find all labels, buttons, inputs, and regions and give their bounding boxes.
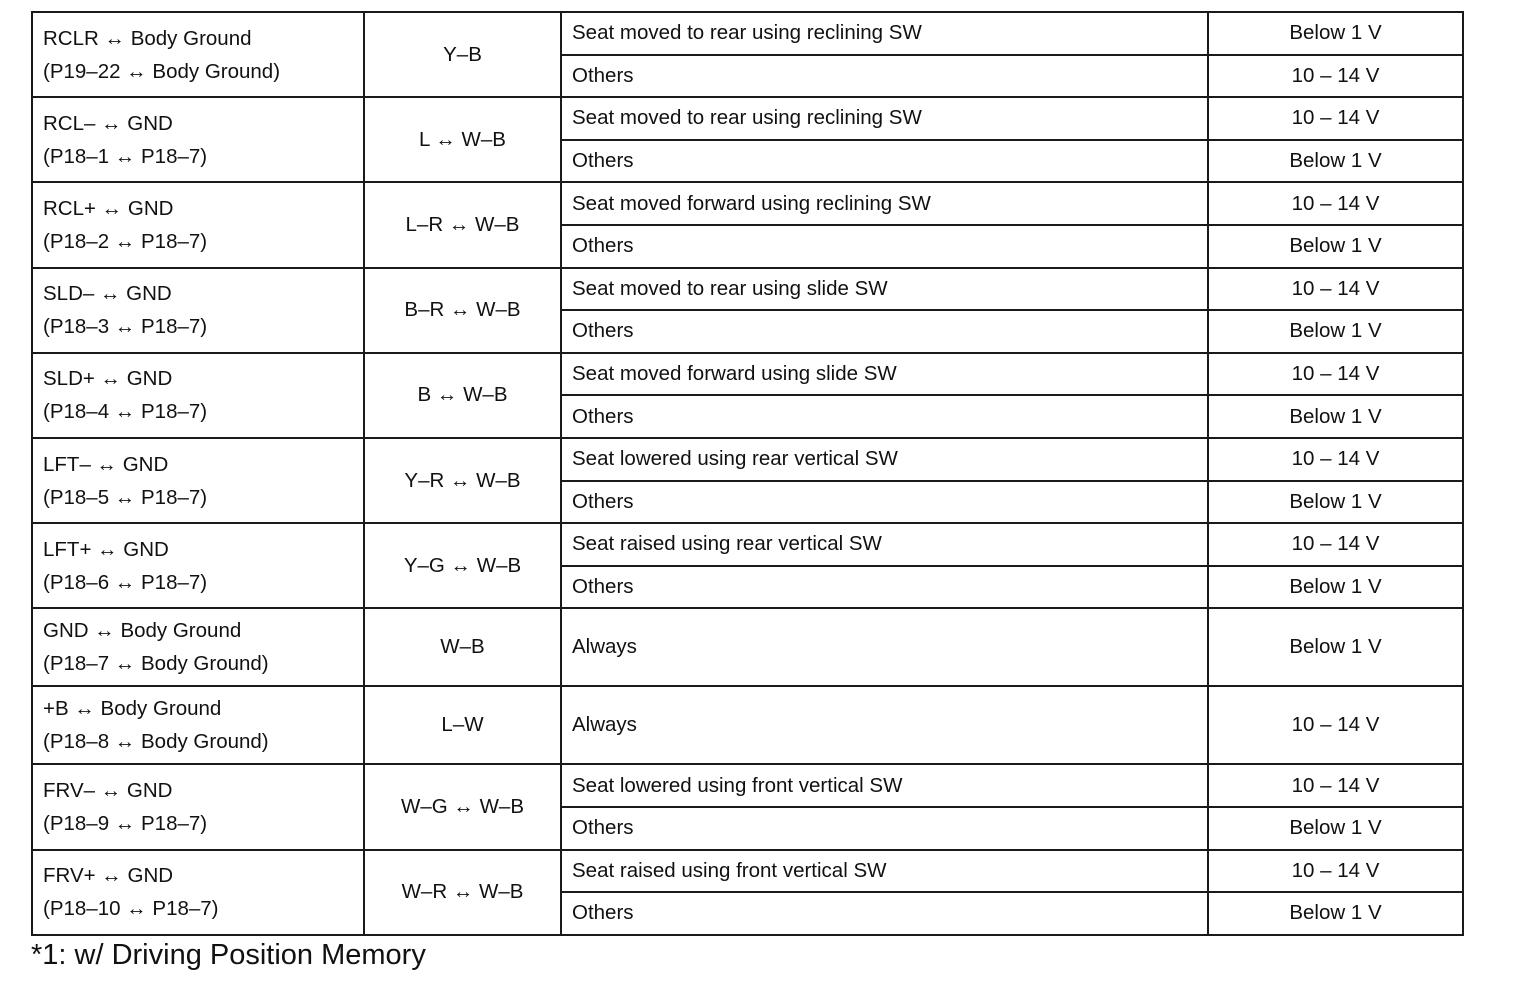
condition-cell: Others <box>561 310 1208 353</box>
wire-color-cell: W–R ↔ W–B <box>364 850 561 935</box>
terminal-name: RCLR ↔ Body Ground <box>43 26 252 50</box>
terminal-cell <box>32 353 364 438</box>
wire-color-cell: Y–B <box>364 12 561 97</box>
terminal-pin: (P18–7 ↔ Body Ground) <box>43 652 269 676</box>
wire-color-cell: W–B <box>364 608 561 686</box>
specified-condition-cell: Below 1 V <box>1208 566 1463 609</box>
table-row <box>32 438 1463 481</box>
specified-condition-cell: 10 – 14 V <box>1208 764 1463 807</box>
condition-cell: Always <box>561 608 1208 686</box>
wire-color-cell: L–R ↔ W–B <box>364 182 561 267</box>
terminal-spec-table <box>31 11 1464 936</box>
terminal-name: RCL+ ↔ GND <box>43 196 174 220</box>
table-row <box>32 353 1463 396</box>
table-row <box>32 764 1463 807</box>
terminal-cell <box>32 268 364 353</box>
terminal-cell <box>32 182 364 267</box>
table-row <box>32 686 1463 764</box>
specified-condition-cell: 10 – 14 V <box>1208 686 1463 764</box>
condition-cell: Seat moved forward using reclining SW <box>561 182 1208 225</box>
table-row <box>32 523 1463 566</box>
terminal-name: RCL– ↔ GND <box>43 111 173 135</box>
terminal-name: LFT+ ↔ GND <box>43 537 169 561</box>
condition-cell: Others <box>561 140 1208 183</box>
condition-cell: Others <box>561 566 1208 609</box>
condition-cell: Seat moved forward using slide SW <box>561 353 1208 396</box>
terminal-name: FRV– ↔ GND <box>43 778 173 802</box>
terminal-cell <box>32 850 364 935</box>
condition-cell: Others <box>561 55 1208 98</box>
terminal-cell <box>32 764 364 849</box>
table-row <box>32 850 1463 893</box>
specified-condition-cell: Below 1 V <box>1208 807 1463 850</box>
condition-cell: Others <box>561 892 1208 935</box>
terminal-cell <box>32 686 364 764</box>
terminal-name: SLD– ↔ GND <box>43 282 172 306</box>
wire-color-cell: L ↔ W–B <box>364 97 561 182</box>
terminal-spec-table-body <box>32 12 1463 935</box>
condition-cell: Seat moved to rear using reclining SW <box>561 12 1208 55</box>
terminal-pin: (P18–5 ↔ P18–7) <box>43 485 208 509</box>
terminal-name: GND ↔ Body Ground <box>43 619 242 643</box>
terminal-cell <box>32 12 364 97</box>
condition-cell: Seat raised using rear vertical SW <box>561 523 1208 566</box>
specified-condition-cell: Below 1 V <box>1208 225 1463 268</box>
terminal-pin: (P18–4 ↔ P18–7) <box>43 400 208 424</box>
specified-condition-cell: 10 – 14 V <box>1208 97 1463 140</box>
table-row <box>32 97 1463 140</box>
condition-cell: Seat lowered using rear vertical SW <box>561 438 1208 481</box>
specified-condition-cell: 10 – 14 V <box>1208 438 1463 481</box>
specified-condition-cell: 10 – 14 V <box>1208 55 1463 98</box>
terminal-pin: (P18–3 ↔ P18–7) <box>43 315 208 339</box>
condition-cell: Seat raised using front vertical SW <box>561 850 1208 893</box>
condition-cell: Seat moved to rear using reclining SW <box>561 97 1208 140</box>
condition-cell: Others <box>561 481 1208 524</box>
specified-condition-cell: Below 1 V <box>1208 395 1463 438</box>
condition-cell: Seat moved to rear using slide SW <box>561 268 1208 311</box>
condition-cell: Others <box>561 395 1208 438</box>
terminal-pin: (P19–22 ↔ Body Ground) <box>43 59 281 83</box>
terminal-name: SLD+ ↔ GND <box>43 367 173 391</box>
condition-cell: Always <box>561 686 1208 764</box>
terminal-name: FRV+ ↔ GND <box>43 864 174 888</box>
specified-condition-cell: 10 – 14 V <box>1208 268 1463 311</box>
wire-color-cell: Y–G ↔ W–B <box>364 523 561 608</box>
terminal-cell <box>32 523 364 608</box>
terminal-pin: (P18–1 ↔ P18–7) <box>43 144 208 168</box>
wire-color-cell: B ↔ W–B <box>364 353 561 438</box>
terminal-cell <box>32 97 364 182</box>
terminal-pin: (P18–2 ↔ P18–7) <box>43 229 208 253</box>
specified-condition-cell: Below 1 V <box>1208 140 1463 183</box>
condition-cell: Others <box>561 225 1208 268</box>
condition-cell: Seat lowered using front vertical SW <box>561 764 1208 807</box>
terminal-pin: (P18–6 ↔ P18–7) <box>43 570 208 594</box>
specified-condition-cell: Below 1 V <box>1208 12 1463 55</box>
specified-condition-cell: Below 1 V <box>1208 608 1463 686</box>
specified-condition-cell: 10 – 14 V <box>1208 850 1463 893</box>
wire-color-cell: W–G ↔ W–B <box>364 764 561 849</box>
footnote: *1: w/ Driving Position Memory <box>31 939 426 971</box>
terminal-name: LFT– ↔ GND <box>43 452 169 476</box>
specified-condition-cell: 10 – 14 V <box>1208 353 1463 396</box>
table-row <box>32 608 1463 686</box>
terminal-cell <box>32 438 364 523</box>
terminal-cell <box>32 608 364 686</box>
specified-condition-cell: Below 1 V <box>1208 892 1463 935</box>
terminal-pin: (P18–10 ↔ P18–7) <box>43 897 219 921</box>
specified-condition-cell: Below 1 V <box>1208 481 1463 524</box>
specified-condition-cell: 10 – 14 V <box>1208 523 1463 566</box>
terminal-name: +B ↔ Body Ground <box>43 697 222 721</box>
table-row <box>32 182 1463 225</box>
terminal-pin: (P18–8 ↔ Body Ground) <box>43 730 269 754</box>
wire-color-cell: Y–R ↔ W–B <box>364 438 561 523</box>
condition-cell: Others <box>561 807 1208 850</box>
terminal-pin: (P18–9 ↔ P18–7) <box>43 811 208 835</box>
specified-condition-cell: Below 1 V <box>1208 310 1463 353</box>
table-row <box>32 12 1463 55</box>
table-row <box>32 268 1463 311</box>
wire-color-cell: B–R ↔ W–B <box>364 268 561 353</box>
specified-condition-cell: 10 – 14 V <box>1208 182 1463 225</box>
wire-color-cell: L–W <box>364 686 561 764</box>
